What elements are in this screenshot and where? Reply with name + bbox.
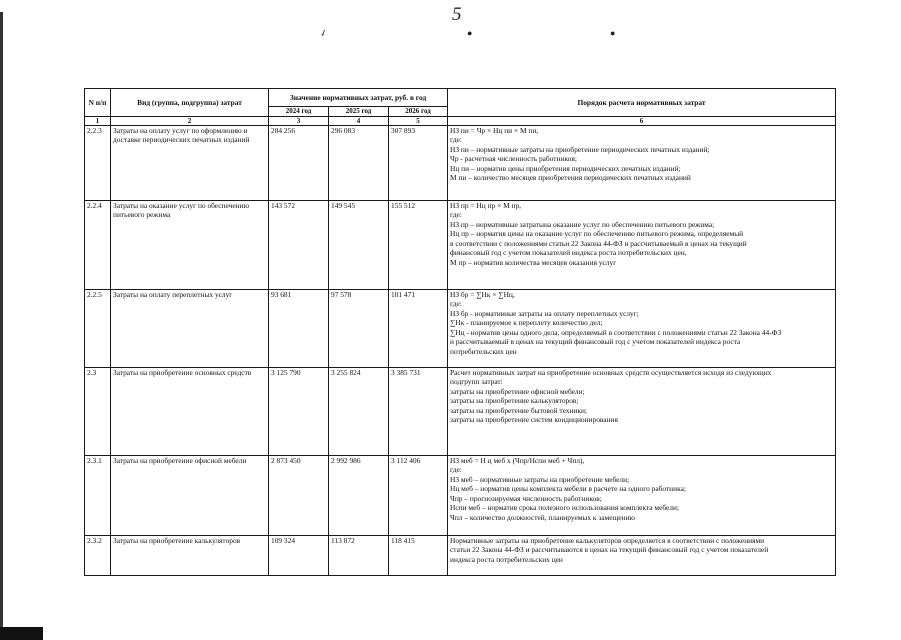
row-value-2024: 284 256	[269, 126, 329, 201]
row-description	[448, 290, 836, 368]
table-row	[85, 290, 836, 368]
description-line: М пр – норматив количества месяцев оказания услуг	[450, 257, 617, 267]
description-line: НЗ пи – нормативные затраты на приобретение периодических печатных изданий;	[450, 144, 710, 154]
row-num: 2.2.5	[85, 290, 111, 368]
row-value-2025: 3 255 824	[329, 368, 389, 456]
description-line: НЗ бр - нормативные затраты на оплату переплетных услуг;	[450, 308, 639, 318]
row-num: 2.2.3	[85, 126, 111, 201]
row-type: Затраты на приобретение основных средств	[111, 368, 269, 456]
header-num: N п/п	[85, 89, 111, 117]
header-procedure: Порядок расчета нормативных затрат	[448, 89, 836, 117]
description-line: НЗ пр = Нц пр × М пр,	[450, 201, 522, 210]
row-description	[448, 201, 836, 290]
header-type: Вид (группа, подгруппа) затрат	[111, 89, 269, 117]
description-line: НЗ пи = Чр × Нц пи × М пи,	[450, 126, 539, 135]
row-value-2026: 3 385 731	[389, 368, 448, 456]
row-value-2024: 143 572	[269, 201, 329, 290]
row-num: 2.3.2	[85, 536, 111, 576]
row-value-2025: 113 872	[329, 536, 389, 576]
scan-edge	[0, 627, 43, 640]
table-row	[85, 201, 836, 290]
cost-table	[84, 88, 836, 576]
description-line: НЗ меб – нормативные затраты на приобретение мебели;	[450, 474, 630, 484]
row-value-2025: 97 578	[329, 290, 389, 368]
row-num: 2.2.4	[85, 201, 111, 290]
description-line: где:	[450, 135, 462, 145]
column-number: 1	[85, 117, 111, 126]
row-value-2024: 2 873 450	[269, 456, 329, 536]
description-line: НЗ пр – нормативные затратына оказание услуг по обеспечению питьевого режима;	[450, 219, 715, 229]
description-line: ∑Нц - норматив цены одного дела, определяемый в соответствии с положениями статьи 22 Закона 44-ФЗ	[450, 327, 782, 337]
row-type: Затраты на оплату услуг по оформлению и доставке периодических печатных изданий	[111, 126, 269, 201]
description-line: Чпл – количество должностей, планируемых к замещению	[450, 512, 635, 522]
row-description	[448, 536, 836, 576]
row-value-2025: 296 083	[329, 126, 389, 201]
description-line: ∑Нк - планируемое к переплету количество дел;	[450, 318, 603, 328]
page-number: 5	[452, 4, 462, 25]
scan-mark: ●	[610, 28, 616, 38]
row-description	[448, 126, 836, 201]
row-value-2026: 307 893	[389, 126, 448, 201]
row-value-2024: 3 125 790	[269, 368, 329, 456]
description-line: НЗ меб = Н ц меб х (Чпр/Нспи меб + Чпл),	[450, 456, 585, 465]
row-type: Затраты на приобретение калькуляторов	[111, 536, 269, 576]
description-line: затраты на приобретение калькуляторов;	[450, 396, 579, 406]
header-year: 2024 год	[269, 107, 329, 117]
description-line: Нормативные затраты на приобретение калькуляторов определяется в соответствии с положениями	[450, 536, 765, 545]
column-number: 4	[329, 117, 389, 126]
description-line: индекса роста потребительских цен	[450, 554, 563, 564]
description-line: где:	[450, 299, 462, 309]
description-line: М пи – количество месяцев приобретения периодических печатных изданий	[450, 173, 691, 183]
row-value-2026: 3 112 406	[389, 456, 448, 536]
row-description	[448, 456, 836, 536]
row-num: 2.3	[85, 368, 111, 456]
scan-mark: ✓	[318, 27, 329, 40]
row-value-2024: 109 324	[269, 536, 329, 576]
header-year: 2026 год	[389, 107, 448, 117]
description-line: Расчет нормативных затрат на приобретение основных средств осуществляется исходя из следующих	[450, 368, 772, 377]
description-line: затраты на приобретение бытовой техники;	[450, 405, 587, 415]
description-line: статьи 22 Закона 44-ФЗ и рассчитываются в ценах на текущий финансовый год с учетом показателей	[450, 545, 769, 555]
description-line: Нц пр – норматив цены на оказание услуг по обеспечению питьевого режима, определяемый	[450, 229, 744, 239]
column-number: 5	[389, 117, 448, 126]
description-line: НЗ бр = ∑Нк × ∑Нц,	[450, 290, 515, 299]
column-number: 2	[111, 117, 269, 126]
description-line: Чр - расчетная численность работников;	[450, 154, 577, 164]
description-line: Нспи меб – норматив срока полезного использования комплекта мебели;	[450, 503, 679, 513]
table-row	[85, 456, 836, 536]
description-line: где:	[450, 465, 462, 475]
description-line: Нц меб – норматив цены комплекта мебели в расчете на одного работника;	[450, 484, 686, 494]
description-line: где:	[450, 210, 462, 220]
row-description	[448, 368, 836, 456]
description-line: подгрупп затрат:	[450, 377, 503, 387]
row-value-2026: 118 415	[389, 536, 448, 576]
column-number: 6	[448, 117, 836, 126]
table-row	[85, 368, 836, 456]
scan-mark: ●	[467, 28, 473, 38]
column-number: 3	[269, 117, 329, 126]
description-line: потребительских цен	[450, 346, 517, 356]
header-year: 2025 год	[329, 107, 389, 117]
row-value-2025: 2 992 986	[329, 456, 389, 536]
row-value-2026: 101 471	[389, 290, 448, 368]
table-row	[85, 126, 836, 201]
row-value-2026: 155 512	[389, 201, 448, 290]
row-num: 2.3.1	[85, 456, 111, 536]
description-line: финансовый год с учетом показателей индекса роста потребительских цен,	[450, 248, 687, 258]
row-value-2024: 93 681	[269, 290, 329, 368]
description-line: Чпр – прогнозируемая численность работников;	[450, 493, 602, 503]
description-line: затраты на приобретение систем кондиционирования	[450, 415, 618, 425]
description-line: Нц пи – норматив цены приобретения периодических печатных изданий;	[450, 163, 681, 173]
description-line: в соответствии с положениями статьи 22 Закона 44-ФЗ и рассчитываемый в ценах на текущий	[450, 238, 747, 248]
row-type: Затраты на приобретение офисной мебели	[111, 456, 269, 536]
header-value-group: Значение нормативных затрат, руб. в год	[269, 89, 448, 107]
row-type: Затраты на оказание услуг по обеспечению питьевого режима	[111, 201, 269, 290]
row-value-2025: 149 545	[329, 201, 389, 290]
description-line: и рассчитываемый в ценах на текущий финансовый год с учетом показателей индекса роста	[450, 337, 741, 347]
table-row	[85, 536, 836, 576]
row-type: Затраты на оплату переплетных услуг	[111, 290, 269, 368]
scan-edge	[0, 12, 3, 632]
description-line: затраты на приобретение офисной мебели;	[450, 386, 585, 396]
